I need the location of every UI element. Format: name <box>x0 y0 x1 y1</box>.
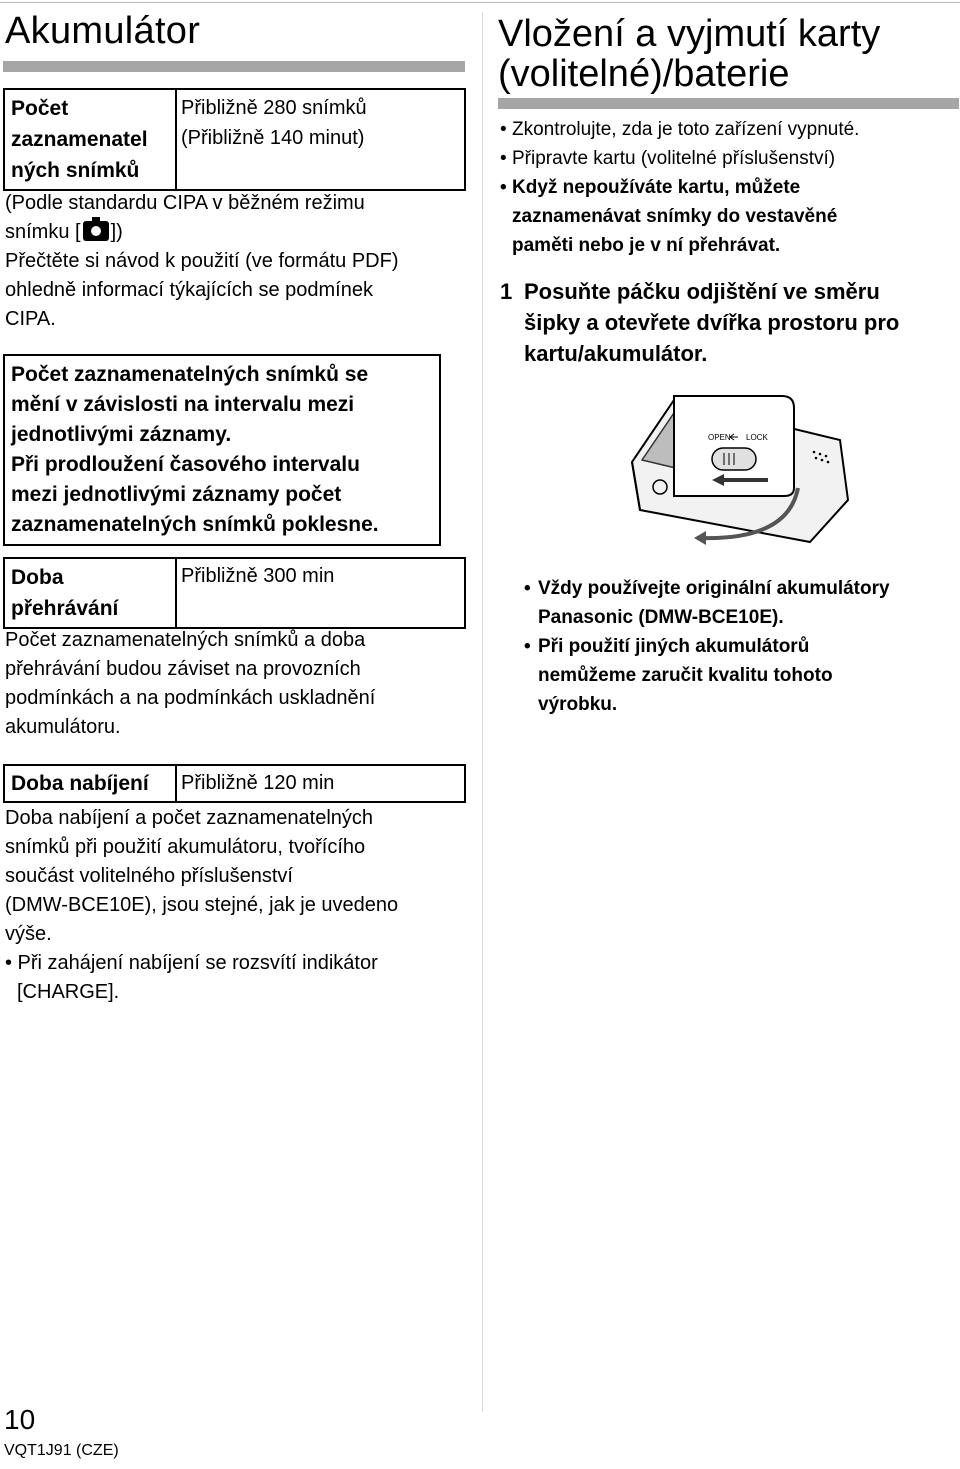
recordable-pictures-label: Počet zaznamenatel ných snímků <box>4 89 176 190</box>
recordable-pictures-table <box>3 88 466 191</box>
interval-note-box: Počet zaznamenatelných snímků se mění v závislosti na intervalu mezi jednotlivými záznamy. Při prodloužení časového intervalu mezi jednotlivými záznamy počet zaznamenatelných snímků poklesne. <box>3 354 441 546</box>
playback-text: Počet zaznamenatelných snímků a doba přehrávání budou záviset na provozních podmínkách a na podmínkách uskladnění akumulátoru. <box>5 629 376 738</box>
list-item: • Vždy používejte originální akumulátory Panasonic (DMW-BCE10E). <box>524 574 890 632</box>
list-item: • Když nepoužíváte kartu, můžete zaznamenávat snímky do vestavěné paměti nebo je v ní přehrávat. <box>500 173 859 260</box>
list-item: • Zkontrolujte, zda je toto zařízení vypnuté. <box>500 115 859 144</box>
recordable-pictures-value: Přibližně 280 snímků (Přibližně 140 minut) <box>176 89 465 190</box>
charging-time-table <box>3 764 466 803</box>
step-1 <box>500 276 958 369</box>
charging-time-label: Doba nabíjení <box>4 765 176 802</box>
top-rule <box>0 2 960 3</box>
charge-indicator-bullet: • Při zahájení nabíjení se rozsvítí indikátor <box>5 952 378 974</box>
battery-heading: Akumulátor <box>5 10 201 52</box>
card-battery-heading: Vložení a vyjmutí karty (volitelné)/baterie <box>498 13 881 95</box>
column-divider <box>482 12 483 1412</box>
playback-time-value: Přibližně 300 min <box>176 558 465 628</box>
document-code: VQT1J91 (CZE) <box>4 1442 119 1459</box>
page-number: 10 <box>4 1404 36 1435</box>
list-item: • Při použití jiných akumulátorů nemůžeme zaručit kvalitu tohoto výrobku. <box>524 632 890 719</box>
heading-underline-bar-right <box>498 98 959 109</box>
lock-label: LOCK <box>746 433 768 442</box>
heading-underline-bar <box>3 61 465 72</box>
preparation-list <box>500 115 859 260</box>
step-text: Posuňte páčku odjištění ve směru šipky a otevřete dvířka prostoru pro kartu/akumulátor. <box>524 279 900 366</box>
step-number: 1 <box>500 279 513 304</box>
charging-time-value: Přibližně 120 min <box>176 765 465 802</box>
camera-mode-icon <box>83 221 109 241</box>
battery-warning-list <box>524 574 890 719</box>
open-label: OPEN <box>708 433 731 442</box>
cipa-standard-text: (Podle standardu CIPA v běžném režimu snímku [ ]) Přečtěte si návod k použití (ve formátu PDF) ohledně informací týkajících se podmínek CIPA. <box>5 192 399 330</box>
charging-text: Doba nabíjení a počet zaznamenatelných snímků při použití akumulátoru, tvořícího součást volitelného příslušenství (DMW-BCE10E), jsou stejné, jak je uvedeno výše. • Při zahájení nabíjení se rozsvítí indikátor [CHARGE]. <box>5 807 399 1003</box>
camera-door-illustration <box>612 392 852 552</box>
playback-time-label: Doba přehrávání <box>4 558 176 628</box>
list-item: • Připravte kartu (volitelné příslušenství) <box>500 144 859 173</box>
playback-time-table <box>3 557 466 629</box>
